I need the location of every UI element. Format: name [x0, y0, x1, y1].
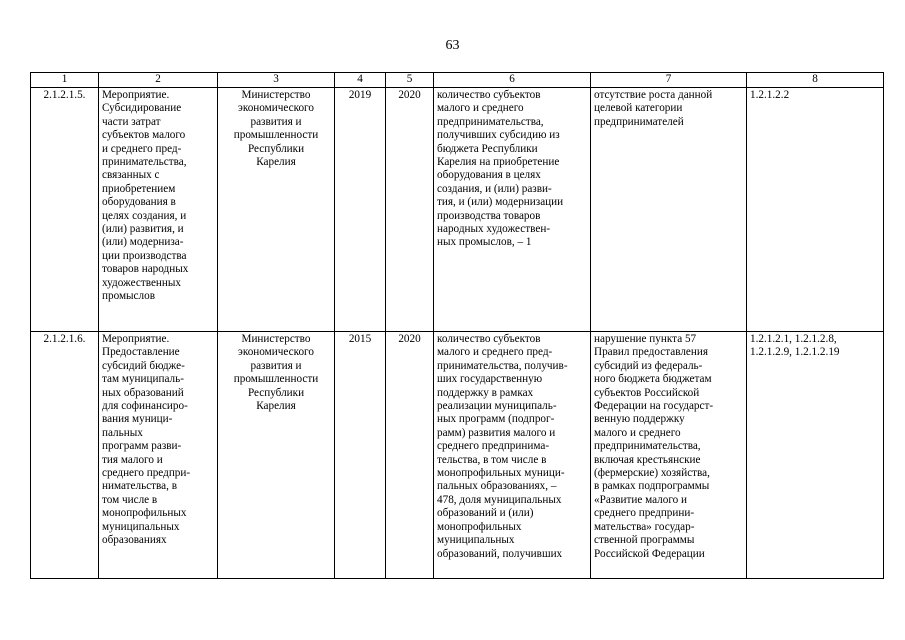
- end-year-cell: 2020: [386, 88, 434, 332]
- table-row: [31, 332, 884, 579]
- column-header: 5: [386, 73, 434, 88]
- executor-cell: Министерство экономического развития и промышленности Республики Карелия: [218, 88, 335, 332]
- start-year-cell: 2019: [335, 88, 386, 332]
- start-year-cell: 2015: [335, 332, 386, 579]
- column-header: 8: [747, 73, 884, 88]
- header-row: [31, 73, 884, 88]
- column-header: 3: [218, 73, 335, 88]
- consequence-cell: нарушение пункта 57 Правил предоставления субсидий из федераль- ного бюджета бюджетам субъектов Российской Федерации на государст- венную поддержку малого и среднего предпринимательства, включая крестьянские (фермерские) хозяйства, в рамках подпрограммы «Развитие малого и среднего предприни- мательства» государ- ственной программы Российской Федерации: [591, 332, 747, 579]
- event-cell: Мероприятие. Субсидирование части затрат субъектов малого и среднего пред- принимательства, связанных с приобретением оборудования в целях создания, и (или) развития, и (или) модерниза- ции производства товаров народных художественных промыслов: [99, 88, 218, 332]
- end-year-cell: 2020: [386, 332, 434, 579]
- executor-cell: Министерство экономического развития и промышленности Республики Карелия: [218, 332, 335, 579]
- column-header: 1: [31, 73, 99, 88]
- indicator-link-cell: 1.2.1.2.1, 1.2.1.2.8, 1.2.1.2.9, 1.2.1.2.19: [747, 332, 884, 579]
- indicator-link-cell: 1.2.1.2.2: [747, 88, 884, 332]
- column-header: 2: [99, 73, 218, 88]
- consequence-cell: отсутствие роста данной целевой категории предпринимателей: [591, 88, 747, 332]
- column-header: 7: [591, 73, 747, 88]
- table-row: [31, 88, 884, 332]
- result-cell: количество субъектов малого и среднего пред- принимательства, получив- ших государственную поддержку в рамках реализации муниципаль- ных программ (подпрог- рамм) развития малого и среднего предпринима- тельства, в том числе в монопрофильных муници- пальных образованиях, – 478, доля муниципальных образований и (или) монопрофильных муниципальных образований, получивших: [434, 332, 591, 579]
- event-cell: Мероприятие. Предоставление субсидий бюдже- там муниципаль- ных образований для софинансиро- вания муници- пальных программ разви- тия малого и среднего предпри- нимательства, в том числе в монопрофильных муниципальных образованиях: [99, 332, 218, 579]
- row-code: 2.1.2.1.5.: [31, 88, 99, 332]
- row-code: 2.1.2.1.6.: [31, 332, 99, 579]
- result-cell: количество субъектов малого и среднего предпринимательства, получивших субсидию из бюджета Республики Карелия на приобретение оборудования в целях создания, и (или) разви- тия, и (или) модернизации производства товаров народных художествен- ных промыслов, – 1: [434, 88, 591, 332]
- page-number: 63: [445, 38, 460, 53]
- program-table: [30, 72, 884, 579]
- column-header: 4: [335, 73, 386, 88]
- column-header: 6: [434, 73, 591, 88]
